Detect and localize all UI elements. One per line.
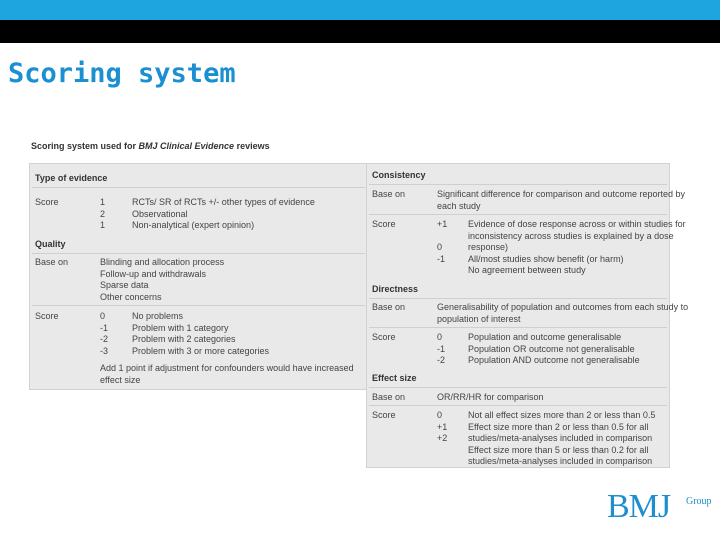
quality-base-item-2: Follow-up and withdrawals: [100, 268, 207, 279]
consistency-item-4: All/most studies show benefit (or harm): [468, 253, 624, 264]
type-of-evidence-heading: Type of evidence: [35, 173, 108, 183]
effect-item-4: Effect size more than 5 or less than 0.2 for all: [468, 444, 649, 455]
effect-score-label: Score: [372, 410, 396, 420]
caption-italic: BMJ Clinical Evidence: [138, 141, 235, 151]
type-item-3: Non-analytical (expert opinion): [132, 220, 255, 230]
type-score-label: Score: [35, 197, 59, 207]
directness-item-1: Population and outcome generalisable: [468, 332, 622, 342]
directness-base-line-1: Generalisability of population and outcomes from each study to: [437, 302, 689, 312]
directness-heading: Directness: [372, 284, 419, 294]
consistency-base-line-2: each study: [437, 200, 481, 211]
quality-score-1: 0: [100, 311, 106, 321]
effect-item-2: Effect size more than 2 or less than 0.5 for all: [468, 421, 649, 432]
directness-score-1: 0: [437, 332, 443, 342]
divider: [369, 214, 667, 215]
quality-item-2: Problem with 1 category: [132, 322, 229, 333]
quality-score-3: -2: [100, 334, 109, 344]
quality-note-line-1: Add 1 point if adjustment for confounders would have increased: [100, 363, 354, 373]
top-accent-bar: [0, 0, 720, 20]
effect-base-label: Base on: [372, 392, 406, 402]
consistency-score-3: -1: [437, 253, 446, 264]
quality-base-item-1: Blinding and allocation process: [100, 257, 225, 267]
logo-bmj-text: BMJ: [607, 488, 671, 525]
quality-base-label: Base on: [35, 257, 69, 267]
consistency-base-line-1: Significant difference for comparison and outcome reported by: [437, 189, 685, 199]
quality-score-label: Score: [35, 311, 59, 321]
type-score-3: 1: [100, 220, 106, 230]
consistency-item-5: No agreement between study: [468, 265, 586, 275]
consistency-score-label: Score: [372, 219, 396, 229]
directness-score-label: Score: [372, 332, 396, 342]
quality-heading: Quality: [35, 239, 66, 249]
quality-note-line-2: effect size: [100, 374, 141, 385]
divider: [369, 327, 667, 328]
consistency-score-2: 0: [437, 242, 443, 252]
top-dark-bar: [0, 20, 720, 43]
quality-item-1: No problems: [132, 311, 184, 321]
left-scoring-panel: [29, 163, 368, 390]
divider: [369, 387, 667, 388]
divider: [369, 184, 667, 185]
quality-item-4: Problem with 3 or more categories: [132, 345, 270, 356]
quality-base-item-3: Sparse data: [100, 280, 149, 290]
directness-base-line-2: population of interest: [437, 313, 521, 324]
type-item-1: RCTs/ SR of RCTs +/- other types of evidence: [132, 197, 315, 207]
effect-item-5: studies/meta-analyses included in comparison: [468, 456, 653, 466]
effect-size-heading: Effect size: [372, 373, 417, 383]
effect-score-3: +2: [437, 433, 448, 443]
table-caption: [31, 141, 270, 151]
caption-prefix: Scoring system used for: [31, 141, 139, 151]
divider: [369, 298, 667, 299]
right-scoring-panel: [366, 163, 689, 468]
consistency-item-3: response): [468, 242, 509, 252]
directness-item-2: Population OR outcome not generalisable: [468, 343, 635, 354]
type-score-2: 2: [100, 208, 106, 219]
effect-score-2: +1: [437, 421, 448, 432]
type-item-2: Observational: [132, 208, 188, 219]
caption-suffix: reviews: [234, 141, 270, 151]
divider: [32, 305, 365, 306]
directness-score-3: -2: [437, 355, 446, 365]
effect-item-3: studies/meta-analyses included in comparison: [468, 433, 653, 443]
divider: [32, 253, 365, 254]
consistency-heading: Consistency: [372, 170, 426, 180]
effect-base-text: OR/RR/HR for comparison: [437, 392, 544, 402]
slide-title: Scoring system: [8, 58, 236, 89]
logo-group-text: Group: [686, 496, 712, 507]
quality-score-4: -3: [100, 345, 109, 356]
directness-base-label: Base on: [372, 302, 406, 312]
directness-score-2: -1: [437, 343, 446, 354]
type-score-1: 1: [100, 197, 106, 207]
quality-item-3: Problem with 2 categories: [132, 334, 236, 344]
quality-score-2: -1: [100, 322, 109, 333]
consistency-base-label: Base on: [372, 189, 406, 199]
effect-item-1: Not all effect sizes more than 2 or less than 0.5: [468, 410, 656, 420]
divider: [369, 405, 667, 406]
quality-base-item-4: Other concerns: [100, 291, 162, 302]
bmj-group-logo: [607, 488, 712, 525]
consistency-score-1: +1: [437, 219, 448, 229]
directness-item-3: Population AND outcome not generalisable: [468, 355, 640, 365]
consistency-item-1: Evidence of dose response across or within studies for: [468, 219, 686, 229]
consistency-item-2: inconsistency across studies is explained by a dose: [468, 230, 674, 241]
divider: [32, 187, 365, 188]
effect-score-1: 0: [437, 410, 443, 420]
